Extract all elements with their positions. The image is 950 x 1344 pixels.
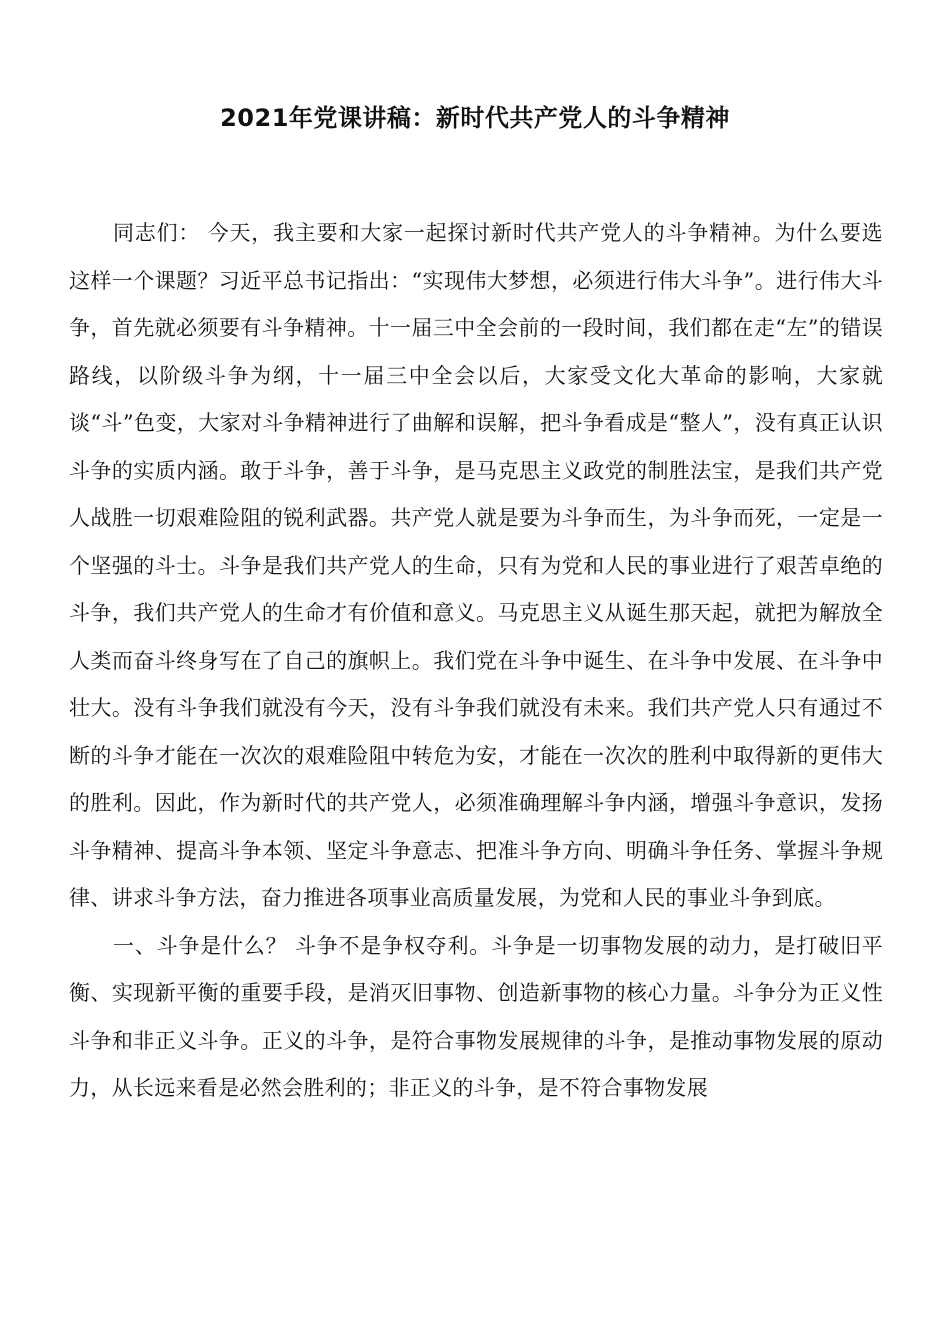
document-body [69, 210, 883, 1113]
paragraph-intro: 同志们： 今天，我主要和大家一起探讨新时代共产党人的斗争精神。为什么要选这样一个课题？习近平总书记指出：“实现伟大梦想，必须进行伟大斗争”。进行伟大斗争，首先就必须要有斗争精神。十一届三中全会前的一段时间，我们都在走“左”的错误路线，以阶级斗争为纲，十一届三中全会以后，大家受文化大革命的影响，大家就谈“斗”色变，大家对斗争精神进行了曲解和误解，把斗争看成是“整人”，没有真正认识斗争的实质内涵。敢于斗争，善于斗争，是马克思主义政党的制胜法宝，是我们共产党人战胜一切艰难险阻的锐利武器。共产党人就是要为斗争而生，为斗争而死，一定是一个坚强的斗士。斗争是我们共产党人的生命，只有为党和人民的事业进行了艰苦卓绝的斗争，我们共产党人的生命才有价值和意义。马克思主义从诞生那天起，就把为解放全人类而奋斗终身写在了自己的旗帜上。我们党在斗争中诞生、在斗争中发展、在斗争中壮大。没有斗争我们就没有今天，没有斗争我们就没有未来。我们共产党人只有通过不断的斗争才能在一次次的艰难险阻中转危为安，才能在一次次的胜利中取得新的更伟大的胜利。因此，作为新时代的共产党人，必须准确理解斗争内涵，增强斗争意识，发扬斗争精神、提高斗争本领、坚定斗争意志、把准斗争方向、明确斗争任务、掌握斗争规律、讲求斗争方法，奋力推进各项事业高质量发展，为党和人民的事业斗争到底。 [69, 221, 883, 910]
paragraph-section-one: 一、斗争是什么？ 斗争不是争权夺利。斗争是一切事物发展的动力，是打破旧平衡、实现新平衡的重要手段，是消灭旧事物、创造新事物的核心力量。斗争分为正义性斗争和非正义斗争。正义的斗争，是符合事物发展规律的斗争，是推动事物发展的原动力，从长远来看是必然会胜利的；非正义的斗争，是不符合事物发展 [69, 933, 883, 1100]
document-title: 2021年党课讲稿：新时代共产党人的斗争精神 [220, 104, 730, 132]
